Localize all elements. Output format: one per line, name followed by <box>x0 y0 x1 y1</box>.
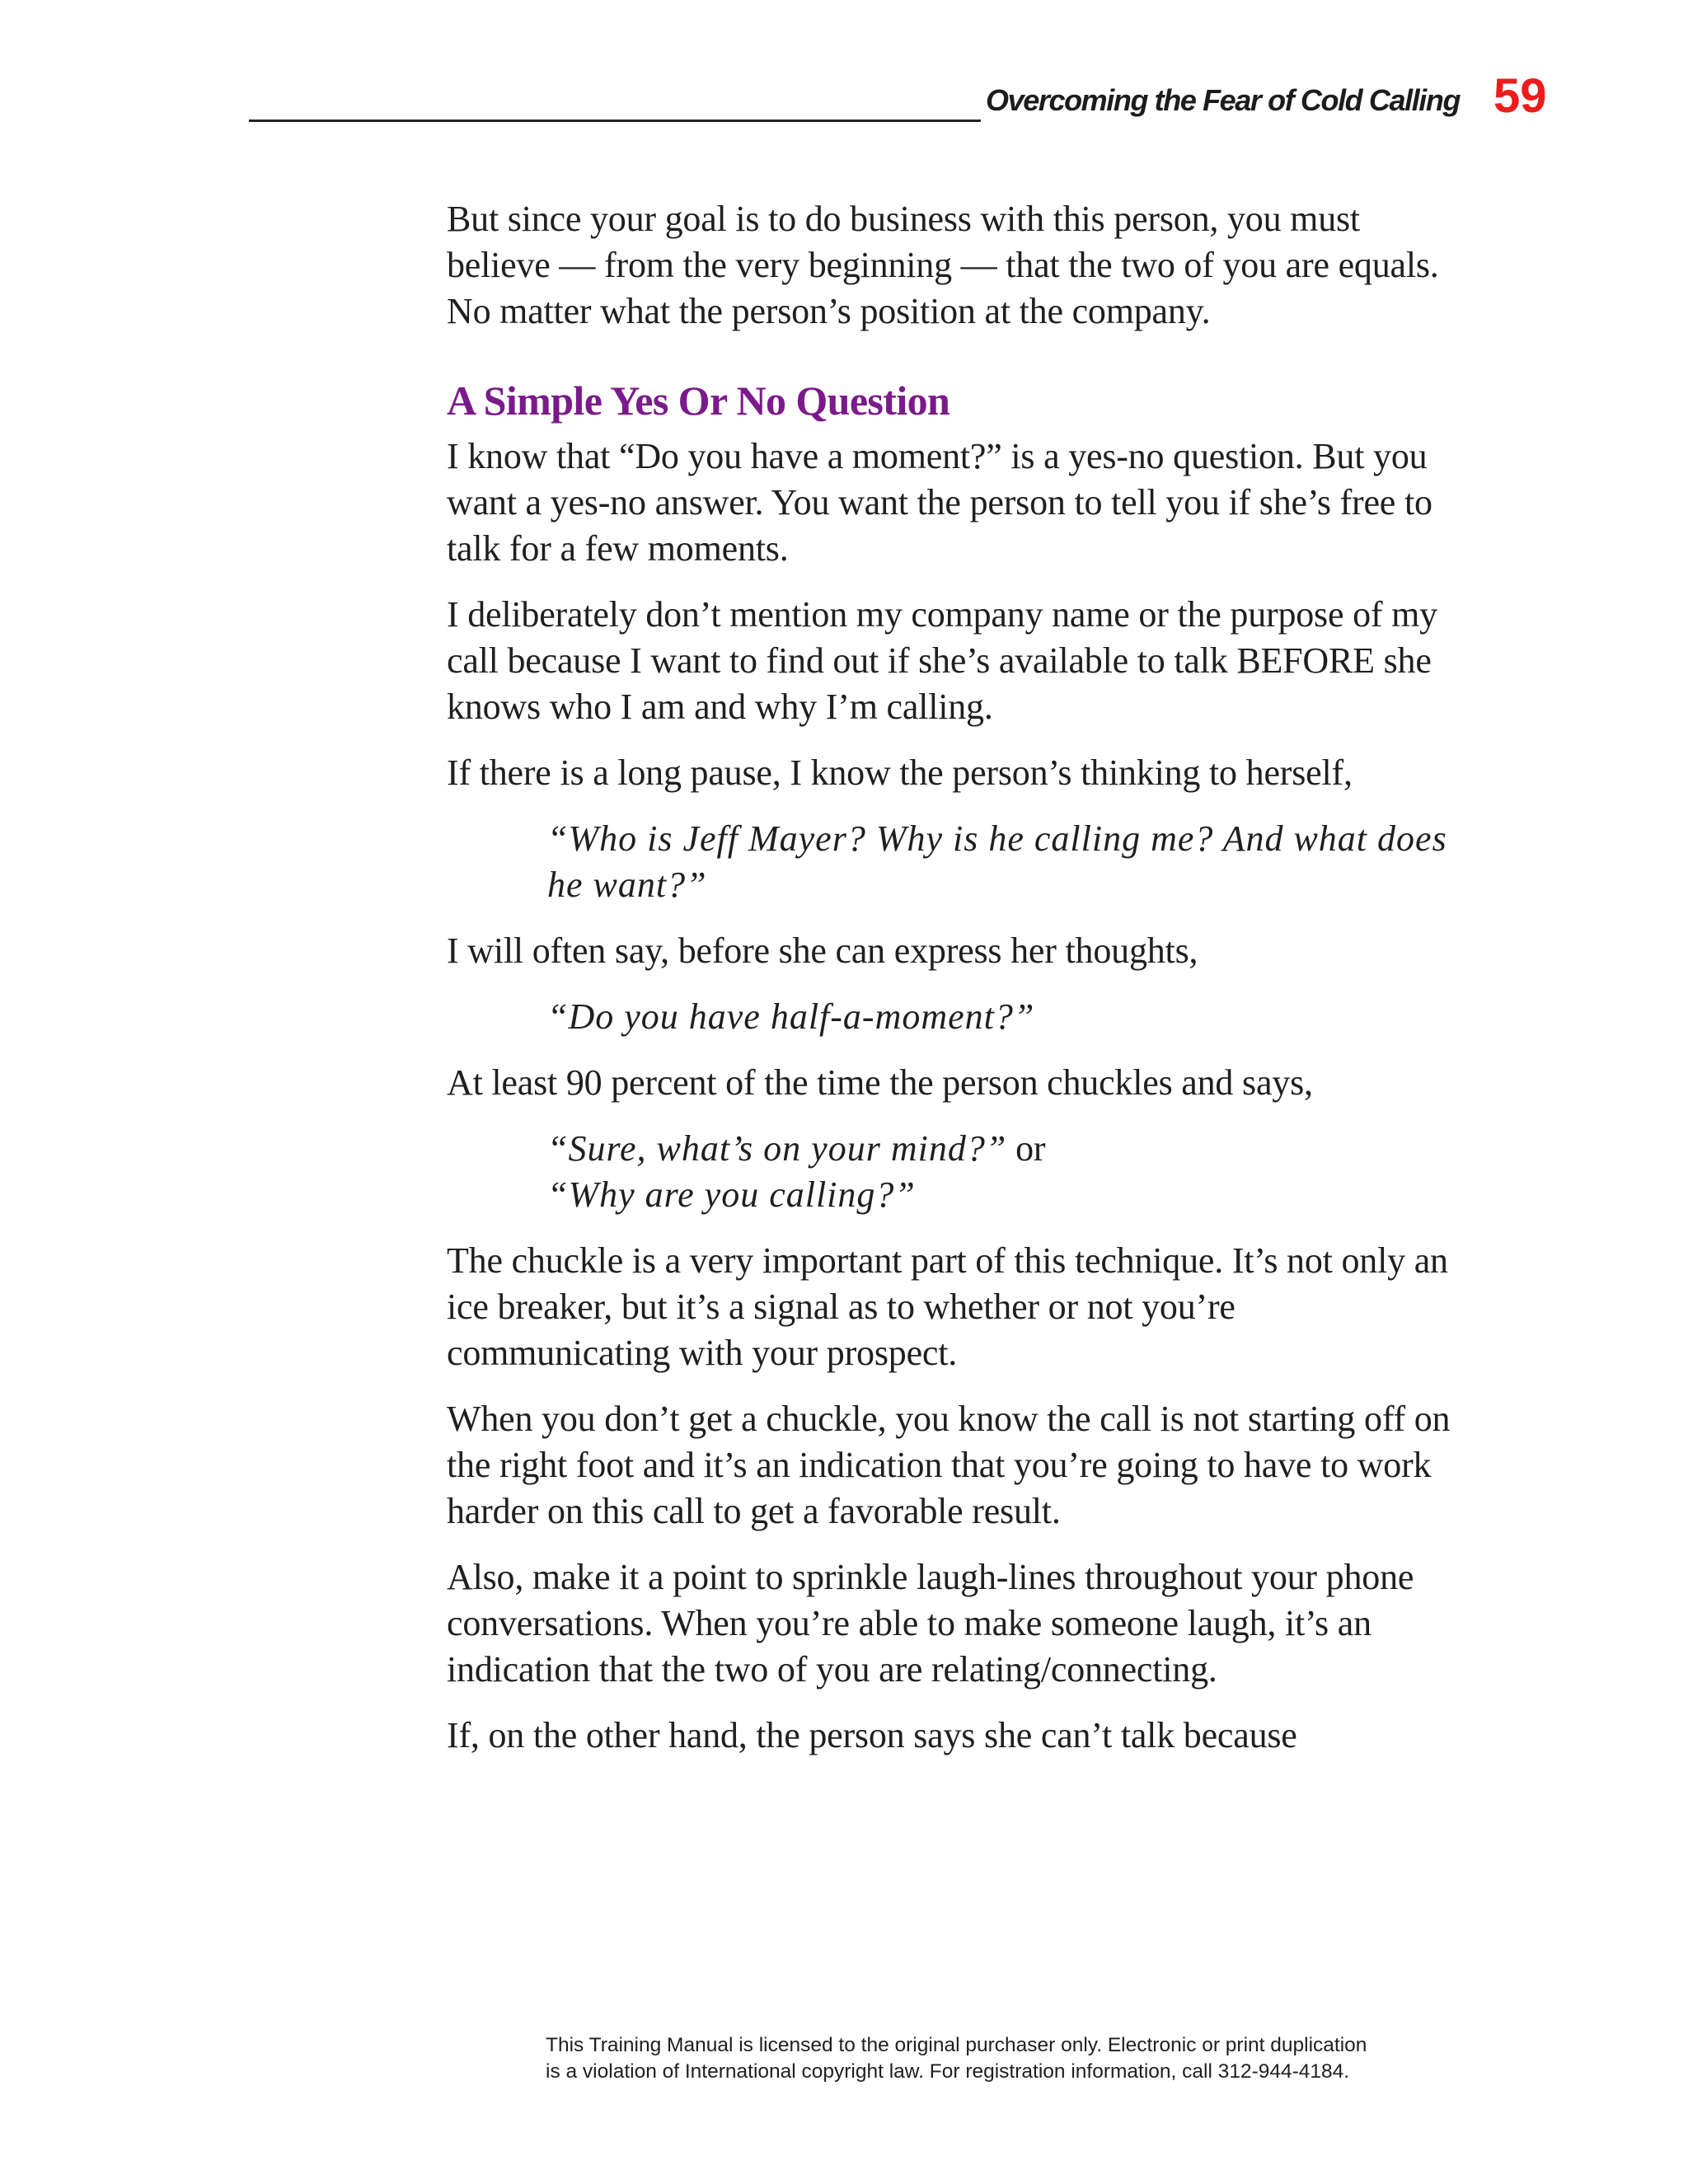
quote-line <box>547 1172 1452 1218</box>
paragraph: I know that “Do you have a moment?” is a yes-no question. But you want a yes-no answer. You want the person to tell you if she’s free to talk for a few moments. <box>447 436 1432 569</box>
paragraph: At least 90 percent of the time the person chuckles and says, <box>447 1062 1313 1103</box>
quote-text: “Sure, what’s on your mind?” <box>547 1128 1007 1169</box>
paragraph: If there is a long pause, I know the person’s thinking to herself, <box>447 752 1353 793</box>
running-title: Overcoming the Fear of Cold Calling <box>986 83 1461 117</box>
quote-connector: or <box>1015 1128 1046 1169</box>
quote-text: “Do you have half-a-moment?” <box>547 996 1035 1037</box>
paragraph: I will often say, before she can express her thoughts, <box>447 930 1198 971</box>
quote-line <box>547 1126 1452 1172</box>
copyright-footer <box>546 2032 1441 2085</box>
paragraph: The chuckle is a very important part of this technique. It’s not only an ice breaker, but it’s a signal as to whether or not you’re communicating with your prospect. <box>447 1240 1448 1373</box>
paragraph: I deliberately don’t mention my company name or the purpose of my call because I want to find out if she’s available to talk BEFORE she knows who I am and why I’m calling. <box>447 594 1437 727</box>
header-rule <box>249 120 981 122</box>
page-body <box>447 196 1452 1779</box>
footer-line: This Training Manual is licensed to the original purchaser only. Electronic or print duplication <box>546 2034 1367 2056</box>
section-heading: A Simple Yes Or No Question <box>447 377 950 424</box>
paragraph: If, on the other hand, the person says she can’t talk because <box>447 1715 1297 1755</box>
quote-text: “Who is Jeff Mayer? Why is he calling me? And what does he want?” <box>547 818 1447 905</box>
block-quote <box>447 994 1452 1040</box>
paragraph-intro: But since your goal is to do business with this person, you must believe — from the very beginning — that the two of you are equals. No matter what the person’s position at the company. <box>447 199 1439 331</box>
block-quote <box>447 1126 1452 1218</box>
footer-line: is a violation of International copyright law. For registration information, call 312-944-4184. <box>546 2060 1350 2083</box>
paragraph: When you don’t get a chuckle, you know the call is not starting off on the right foot and it’s an indication that you’re going to have to work harder on this call to get a favorable result. <box>447 1399 1451 1531</box>
paragraph: Also, make it a point to sprinkle laugh-lines throughout your phone conversations. When you’re able to make someone laugh, it’s an indication that the two of you are relating/connecting. <box>447 1557 1414 1690</box>
block-quote <box>447 816 1452 908</box>
page-number: 59 <box>1493 69 1547 123</box>
quote-text: “Why are you calling?” <box>547 1174 916 1215</box>
